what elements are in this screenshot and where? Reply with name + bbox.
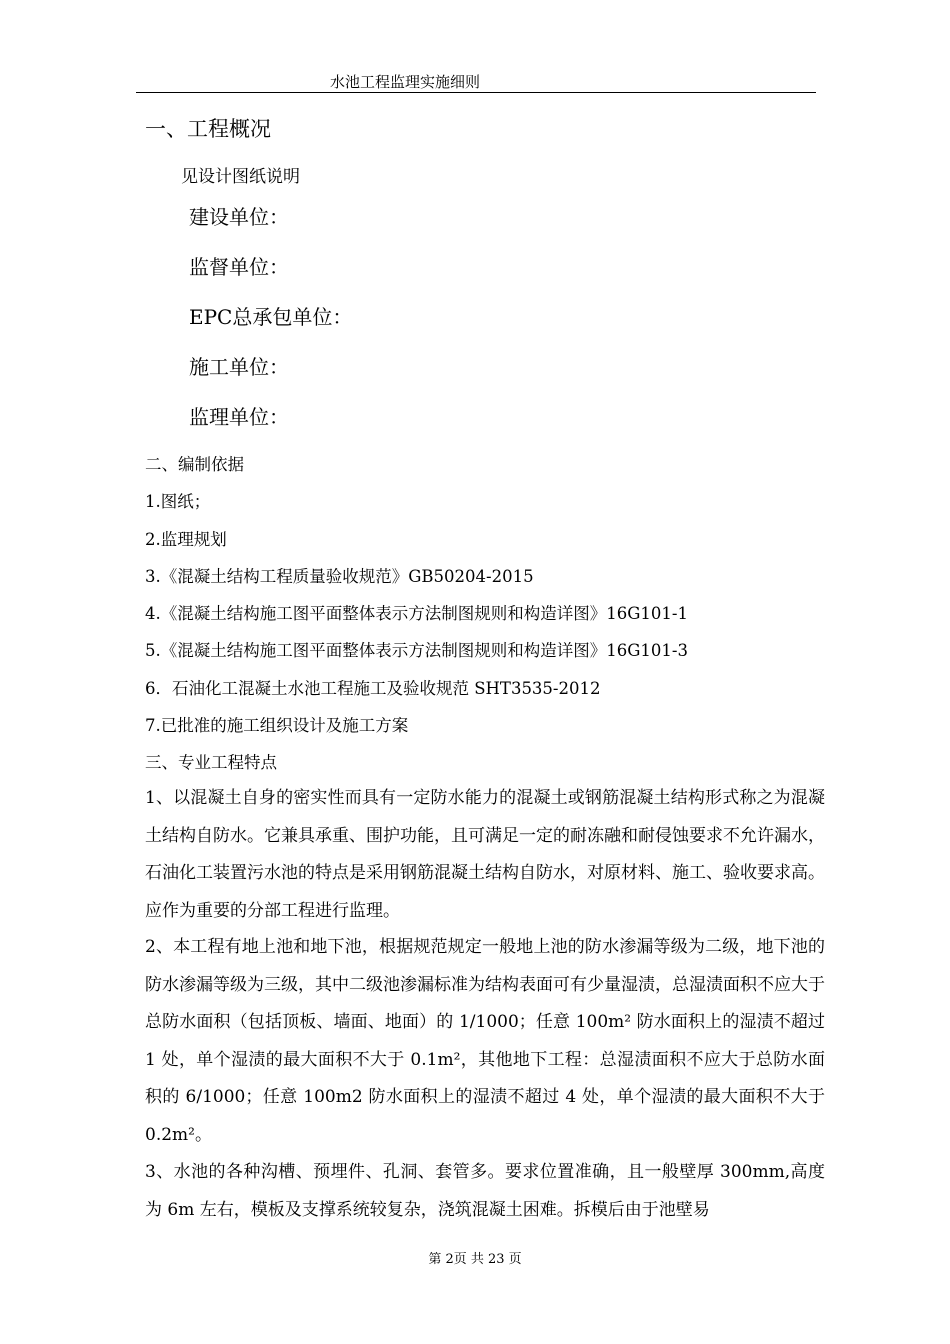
paragraph-3: 3、水池的各种沟槽、预埋件、孔洞、套管多。要求位置准确，且一般壁厚 300mm,高度为 6m 左右，模板及支撑系统较复杂，浇筑混凝土困难。拆模后由于池壁易 <box>145 1162 825 1220</box>
basis-item: 6．石油化工混凝土水池工程施工及验收规范 SHT3535-2012 <box>145 679 601 698</box>
page-footer: 第 2页 共 23 页 <box>428 1252 522 1267</box>
paragraph-2: 2、本工程有地上池和地下池，根据规范规定一般地上池的防水渗漏等级为二级，地下池的防水渗漏等级为三级，其中二级池渗漏标准为结构表面可有少量湿渍，总湿渍面积不应大于总防水面积（包括顶板、墙面、地面）的 1/1000；任意 100m² 防水面积上的湿渍不超过 1 处，单个湿渍的最大面积不大于 0.1m²，其他地下工程：总湿渍面积不应大于总防水面积的 6/1000；任意 100m2 防水面积上的湿渍不超过 4 处，单个湿渍的最大面积不大于 0.2m²。 <box>145 937 825 1145</box>
section-2-heading: 二、编制依据 <box>145 455 244 474</box>
org-epc: EPC总承包单位： <box>189 305 353 329</box>
header-divider <box>136 92 816 93</box>
org-consultant: 监理单位： <box>189 405 289 429</box>
paragraph-1: 1、以混凝土自身的密实性而具有一定防水能力的混凝土或钢筋混凝土结构形式称之为混凝土结构自防水。它兼具承重、围护功能，且可满足一定的耐冻融和耐侵蚀要求不允许漏水，石油化工装置污水池的特点是采用钢筋混凝土结构自防水，对原材料、施工、验收要求高。应作为重要的分部工程进行监理。 <box>145 788 825 921</box>
org-supervision: 监督单位： <box>189 255 289 279</box>
org-construction: 施工单位： <box>189 355 289 379</box>
basis-item: 2.监理规划 <box>145 530 227 549</box>
section-1-note: 见设计图纸说明 <box>181 167 300 187</box>
basis-item: 3.《混凝土结构工程质量验收规范》GB50204-2015 <box>145 567 534 586</box>
basis-item: 4.《混凝土结构施工图平面整体表示方法制图规则和构造详图》16G101-1 <box>145 604 688 623</box>
page-header-title: 水池工程监理实施细则 <box>330 73 481 91</box>
section-3-heading: 三、专业工程特点 <box>145 753 277 772</box>
basis-item: 1.图纸； <box>145 492 211 511</box>
basis-item: 7.已批准的施工组织设计及施工方案 <box>145 716 409 735</box>
section-1-heading: 一、工程概况 <box>145 117 271 141</box>
basis-item: 5.《混凝土结构施工图平面整体表示方法制图规则和构造详图》16G101-3 <box>145 641 688 660</box>
org-owner: 建设单位： <box>189 205 289 229</box>
